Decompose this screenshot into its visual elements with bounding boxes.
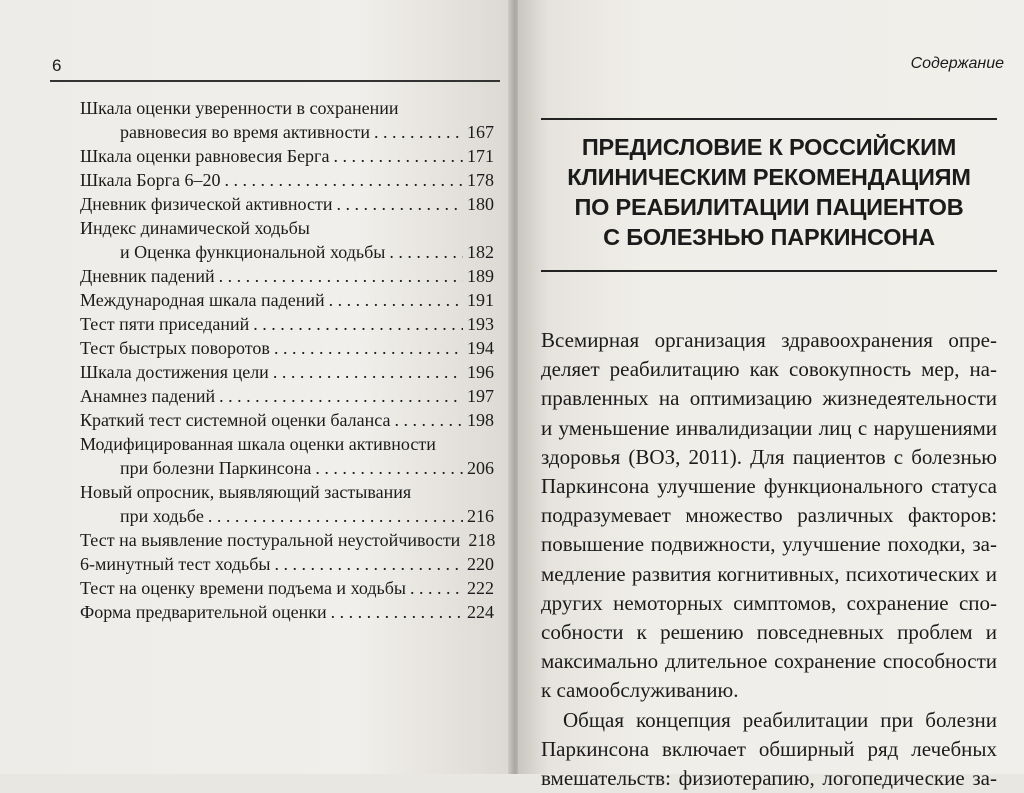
toc-entry-title-line: Индекс динамической ходьбы — [80, 218, 310, 238]
toc-entry — [80, 600, 494, 624]
toc-entry-title: Шкала оценки равновесия Берга — [80, 146, 330, 166]
toc-entry — [80, 576, 494, 600]
toc-entry-title: Краткий тест системной оценки баланса — [80, 410, 391, 430]
toc-entry — [80, 552, 494, 576]
toc-entry-title: Тест пяти приседаний — [80, 314, 250, 334]
toc-dot-leader — [274, 336, 463, 360]
paragraph-1-line: медление развития когнитивных, психотических и — [541, 561, 997, 586]
toc-entry-title: Форма предварительной оценки — [80, 602, 327, 622]
paragraph-1-line: подразумевает множество различных факторов: — [541, 503, 997, 528]
toc-page-number: 182 — [467, 242, 494, 262]
header-rule — [50, 80, 500, 82]
toc-dot-leader — [224, 168, 463, 192]
toc-entry — [80, 144, 494, 168]
toc-page-number: 194 — [467, 338, 494, 358]
chapter-title-line: ПО РЕАБИЛИТАЦИИ ПАЦИЕНТОВ — [574, 194, 964, 220]
toc-page-number: 196 — [467, 362, 494, 382]
toc-page-number: 222 — [467, 578, 494, 598]
toc-dot-leader — [331, 600, 463, 624]
body-text — [541, 326, 997, 793]
toc-dot-leader — [389, 240, 463, 264]
toc-entry-title: Шкала Борга 6–20 — [80, 170, 221, 190]
paragraph-1-line: деляет реабилитацию как совокупность мер, на- — [541, 357, 997, 382]
page-number: 6 — [52, 56, 62, 75]
toc-page-number: 189 — [467, 266, 494, 286]
toc-dot-leader — [315, 456, 463, 480]
toc-entry — [80, 216, 494, 264]
toc-entry-title: при болезни Паркинсона — [120, 458, 312, 478]
paragraph-1-line: и уменьшение инвалидизации лиц с нарушениями — [541, 415, 997, 440]
toc-page-number: 167 — [467, 122, 494, 142]
toc-entry-title: Международная шкала падений — [80, 290, 325, 310]
toc-page-number: 224 — [467, 602, 494, 622]
chapter-title — [541, 132, 997, 252]
toc-dot-leader — [253, 312, 463, 336]
paragraph-1-line: собности к решению повседневных проблем и — [541, 620, 997, 645]
toc-entry — [80, 312, 494, 336]
toc-entry-title: равновесия во время активности — [120, 122, 370, 142]
chapter-heading-block — [541, 118, 997, 268]
paragraph-2-line: вмешательств: физиотерапию, логопедические за- — [541, 766, 997, 791]
toc-dot-leader — [410, 576, 463, 600]
paragraph-1-line: максимально длительное сохранение способности — [541, 649, 997, 674]
toc-page-number: 191 — [467, 290, 494, 310]
toc-entry-title: Шкала достижения цели — [80, 362, 269, 382]
toc-entry-title: Тест быстрых поворотов — [80, 338, 270, 358]
toc-page-number: 206 — [467, 458, 494, 478]
chapter-rule-top — [541, 118, 997, 120]
toc-page-number: 171 — [467, 146, 494, 166]
chapter-title-line: С БОЛЕЗНЬЮ ПАРКИНСОНА — [603, 224, 935, 250]
toc-entry — [80, 384, 494, 408]
paragraph-2-line: Общая концепция реабилитации при болезни — [563, 707, 997, 732]
paragraph-1-line: к самообслуживанию. — [541, 678, 739, 703]
toc-page-number: 178 — [467, 170, 494, 190]
toc-entry-title: Дневник физической активности — [80, 194, 333, 214]
toc-entry-title: Дневник падений — [80, 266, 215, 286]
toc-dot-leader — [219, 384, 463, 408]
toc-page-number: 220 — [467, 554, 494, 574]
toc-entry-title: при ходьбе — [120, 506, 204, 526]
toc-dot-leader — [273, 360, 463, 384]
toc-dot-leader — [274, 552, 463, 576]
running-head: Содержание — [910, 55, 1004, 72]
toc-entry — [80, 336, 494, 360]
toc-page-number: 180 — [467, 194, 494, 214]
toc-entry — [80, 264, 494, 288]
paragraph-1-line: Паркинсона улучшение функционального статуса — [541, 474, 997, 499]
toc-entry — [80, 480, 494, 528]
toc-dot-leader — [219, 264, 463, 288]
toc-dot-leader — [336, 192, 463, 216]
toc-entry-title: Тест на оценку времени подъема и ходьбы — [80, 578, 406, 598]
toc-entry-title: и Оценка функциональной ходьбы — [120, 242, 386, 262]
toc-entry-title-line: Шкала оценки уверенности в сохранении — [80, 98, 399, 118]
table-of-contents — [80, 96, 494, 624]
toc-entry-title: Тест на выявление постуральной неустойчивости — [80, 530, 461, 550]
toc-dot-leader — [208, 504, 463, 528]
toc-entry — [80, 192, 494, 216]
toc-entry — [80, 432, 494, 480]
paragraph-2-line: Паркинсона включает обширный ряд лечебных — [541, 736, 997, 761]
chapter-rule-bottom — [541, 270, 997, 272]
paragraph-1-line: здоровья (ВОЗ, 2011). Для пациентов с болезнью — [541, 444, 997, 469]
paragraph-1-line: повышение подвижности, улучшение походки, за- — [541, 532, 997, 557]
toc-dot-leader — [374, 120, 463, 144]
toc-dot-leader — [329, 288, 463, 312]
toc-dot-leader — [333, 144, 463, 168]
paragraph-1-line: Всемирная организация здравоохранения опре- — [541, 328, 997, 352]
toc-entry — [80, 288, 494, 312]
toc-page-number: 218 — [468, 530, 496, 550]
toc-entry-title-line: Новый опросник, выявляющий застывания — [80, 482, 412, 502]
toc-dot-leader — [394, 408, 463, 432]
chapter-title-line: КЛИНИЧЕСКИМ РЕКОМЕНДАЦИЯМ — [567, 164, 971, 190]
toc-page-number: 197 — [467, 386, 494, 406]
toc-entry — [80, 528, 494, 552]
paragraph-1-line: других немоторных симптомов, сохранение спо- — [541, 590, 997, 615]
toc-entry — [80, 96, 494, 144]
toc-page-number: 193 — [467, 314, 494, 334]
toc-page-number: 198 — [467, 410, 494, 430]
toc-page-number: 216 — [467, 506, 494, 526]
toc-entry — [80, 408, 494, 432]
paragraph-1-line: правленных на оптимизацию жизнедеятельности — [541, 386, 997, 411]
toc-entry-title-line: Модифицированная шкала оценки активности — [80, 434, 436, 454]
toc-entry-title: Анамнез падений — [80, 386, 216, 406]
toc-entry-title: 6-минутный тест ходьбы — [80, 554, 271, 574]
toc-entry — [80, 360, 494, 384]
chapter-title-line: ПРЕДИСЛОВИЕ К РОССИЙСКИМ — [581, 134, 957, 160]
toc-entry — [80, 168, 494, 192]
